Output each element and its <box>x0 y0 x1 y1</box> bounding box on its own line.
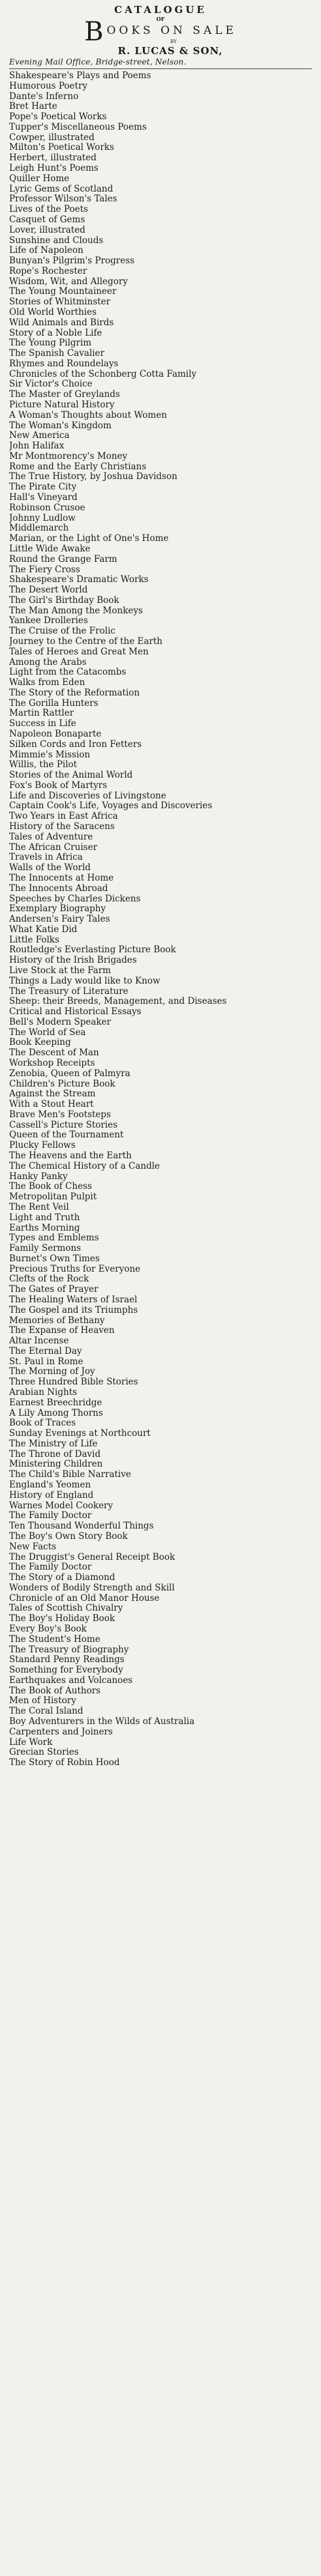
book-title: The Young Mountaineer <box>9 287 117 297</box>
header-divider <box>9 68 312 69</box>
book-title: Critical and Historical Essays <box>9 1007 142 1017</box>
book-title: Journey to the Centre of the Earth <box>9 636 162 647</box>
book-title: The Story of Robin Hood <box>9 1758 120 1768</box>
book-title: Chronicle of an Old Manor House <box>9 1593 160 1603</box>
book-title: Grecian Stories <box>9 1748 79 1758</box>
book-title: The Gospel and its Triumphs <box>9 1305 138 1315</box>
book-title: Family Sermons <box>9 1244 82 1254</box>
book-title: Cowper, illustrated <box>9 132 95 143</box>
book-title: Sheep: their Breeds, Management, and Diseases <box>9 997 227 1007</box>
book-title: Travels in Africa <box>9 853 83 863</box>
book-title: The Chemical History of a Candle <box>9 1161 160 1171</box>
book-title: The Boy's Holiday Book <box>9 1614 115 1624</box>
book-title: Lover, illustrated <box>9 225 85 235</box>
book-title: Walks from Eden <box>9 678 85 688</box>
book-title: Rome and the Early Christians <box>9 461 147 472</box>
book-title: Bret Harte <box>9 102 57 112</box>
book-title: Hall's Vineyard <box>9 493 78 503</box>
book-title: New Facts <box>9 1542 57 1552</box>
book-title: The Innocents Abroad <box>9 883 108 894</box>
book-title: The Healing Waters of Israel <box>9 1295 138 1305</box>
book-title: Precious Truths for Everyone <box>9 1264 141 1274</box>
book-title: Milton's Poetical Works <box>9 143 114 153</box>
book-title: The Desert World <box>9 585 88 596</box>
book-title: Herbert, illustrated <box>9 153 97 164</box>
book-title: Sir Victor's Choice <box>9 379 93 390</box>
book-title: The Innocents at Home <box>9 873 114 883</box>
book-title: The Morning of Joy <box>9 1367 95 1377</box>
book-title: Little Wide Awake <box>9 544 91 554</box>
book-title: Earths Morning <box>9 1223 80 1233</box>
books-on-sale-rest: OOKS ON SALE <box>106 24 237 37</box>
catalogue-title: CATALOGUE <box>114 4 207 16</box>
book-title: The Gorilla Hunters <box>9 698 99 709</box>
book-title: Old World Worthies <box>9 307 97 317</box>
book-title: St. Paul in Rome <box>9 1356 84 1367</box>
book-title: Story of a Noble Life <box>9 328 102 338</box>
book-title: The Druggist's General Receipt Book <box>9 1552 176 1562</box>
book-title: Live Stock at the Farm <box>9 965 111 976</box>
book-title: Memories of Bethany <box>9 1315 105 1326</box>
book-title: Zenobia, Queen of Palmyra <box>9 1068 130 1079</box>
book-title: Things a Lady would like to Know <box>9 976 160 986</box>
book-title: Two Years in East Africa <box>9 812 118 822</box>
seller-name: R. LUCAS & SON, <box>117 45 223 57</box>
book-title: Mimmie's Mission <box>9 750 91 760</box>
book-title: Bell's Modern Speaker <box>9 1017 112 1027</box>
book-title: Earthquakes and Volcanoes <box>9 1675 133 1686</box>
book-title: The Rent Veil <box>9 1202 69 1212</box>
book-title: The Student's Home <box>9 1634 100 1645</box>
book-title: Lives of the Poets <box>9 205 88 215</box>
book-title: Chronicles of the Schonberg Cotta Family <box>9 369 197 379</box>
book-title: The Gates of Prayer <box>9 1285 99 1295</box>
book-title: Burnet's Own Times <box>9 1253 100 1264</box>
book-title: Three Hundred Bible Stories <box>9 1377 138 1388</box>
book-title: Walls of the World <box>9 863 91 873</box>
book-title: The Spanish Cavalier <box>9 349 104 359</box>
book-title: Professor Wilson's Tales <box>9 194 117 205</box>
book-title: The Family Doctor <box>9 1562 92 1573</box>
book-title: Middlemarch <box>9 523 69 534</box>
book-title: Pope's Poetical Works <box>9 112 107 123</box>
book-title: Little Folks <box>9 935 59 945</box>
book-title: Shakespeare's Plays and Poems <box>9 71 151 81</box>
book-title: The Man Among the Monkeys <box>9 606 143 616</box>
book-title: England's Yeomen <box>9 1480 91 1491</box>
book-title: The Throne of David <box>9 1449 101 1459</box>
book-title: Sunshine and Clouds <box>9 235 104 246</box>
book-title: Book Keeping <box>9 1038 71 1048</box>
book-title: Light and Truth <box>9 1212 80 1223</box>
book-title: History of the Saracens <box>9 822 115 832</box>
book-title: The Treasury of Biography <box>9 1645 129 1655</box>
dropcap-letter: B <box>84 17 107 47</box>
book-title: Wisdom, Wit, and Allegory <box>9 276 128 287</box>
book-title: Napoleon Bonaparte <box>9 729 102 739</box>
book-title: Types and Emblems <box>9 1233 99 1244</box>
book-title: The Book of Chess <box>9 1182 92 1192</box>
book-title: The Young Pilgrim <box>9 338 92 349</box>
book-title: Wild Animals and Birds <box>9 317 114 328</box>
book-title: The Book of Authors <box>9 1686 101 1696</box>
book-title: Life Work <box>9 1737 53 1748</box>
book-title: The Eternal Day <box>9 1346 82 1356</box>
book-title: The Woman's Kingdom <box>9 420 112 431</box>
book-title: The Fiery Cross <box>9 564 80 575</box>
book-title: Life and Discoveries of Livingstone <box>9 791 166 801</box>
book-title: Clefts of the Rock <box>9 1274 89 1285</box>
book-title: Queen of the Tournament <box>9 1130 124 1141</box>
book-title: History of the Irish Brigades <box>9 956 137 966</box>
book-title: Sunday Evenings at Northcourt <box>9 1429 151 1439</box>
book-title: Fox's Book of Martyrs <box>9 780 108 791</box>
book-title: The Cruise of the Frolic <box>9 626 115 637</box>
book-title: The Story of the Reformation <box>9 688 140 698</box>
book-title: The Treasury of Literature <box>9 986 129 997</box>
book-title: Boy Adventurers in the Wilds of Australia <box>9 1717 195 1727</box>
book-title: Success in Life <box>9 719 76 729</box>
book-title: Dante's Inferno <box>9 91 79 102</box>
book-title: The Boy's Own Story Book <box>9 1531 128 1542</box>
book-title: The Pirate City <box>9 482 77 493</box>
book-title: The True History, by Joshua Davidson <box>9 472 177 482</box>
book-title: Carpenters and Joiners <box>9 1727 113 1737</box>
book-title: Robinson Crusoe <box>9 503 85 513</box>
book-title: The Expanse of Heaven <box>9 1326 115 1336</box>
catalogue-by: BY <box>170 39 177 44</box>
book-title: A Lily Among Thorns <box>9 1408 103 1418</box>
book-title: Standard Penny Readings <box>9 1655 125 1665</box>
book-title: Something for Everybody <box>9 1665 123 1676</box>
book-title: Leigh Hunt's Poems <box>9 164 99 174</box>
book-title: A Woman's Thoughts about Women <box>9 410 167 420</box>
book-title: Mr Montmorency's Money <box>9 451 128 461</box>
book-title: Men of History <box>9 1696 76 1706</box>
book-title: Workshop Receipts <box>9 1059 95 1068</box>
book-title: Quiller Home <box>9 173 70 184</box>
book-title: Against the Stream <box>9 1089 96 1100</box>
book-title: Cassell's Picture Stories <box>9 1120 118 1130</box>
book-title: Stories of the Animal World <box>9 770 133 781</box>
book-title: Yankee Drolleries <box>9 616 88 626</box>
book-title: Andersen's Fairy Tales <box>9 915 110 925</box>
book-title: Plucky Fellows <box>9 1141 76 1151</box>
book-title: Altar Incense <box>9 1336 69 1347</box>
book-list <box>9 71 312 1768</box>
book-title: Every Boy's Book <box>9 1624 87 1634</box>
book-title: Wonders of Bodily Strength and Skill <box>9 1583 175 1593</box>
book-title: Light from the Catacombs <box>9 667 127 678</box>
book-title: Routledge's Everlasting Picture Book <box>9 945 176 956</box>
book-title: Rhymes and Roundelays <box>9 359 119 369</box>
book-title: The Heavens and the Earth <box>9 1151 132 1162</box>
book-title: Ministering Children <box>9 1459 103 1470</box>
book-title: Round the Grange Farm <box>9 554 117 564</box>
book-title: Hanky Panky <box>9 1171 68 1182</box>
book-title: Metropolitan Pulpit <box>9 1192 97 1203</box>
book-title: Arabian Nights <box>9 1388 78 1398</box>
book-title: John Halifax <box>9 441 65 452</box>
book-title: The Girl's Birthday Book <box>9 595 119 606</box>
book-title: The Child's Bible Narrative <box>9 1470 131 1480</box>
book-title: Shakespeare's Dramatic Works <box>9 575 149 585</box>
book-title: Willis, the Pilot <box>9 760 78 770</box>
book-title: The Story of a Diamond <box>9 1573 115 1583</box>
book-title: Warnes Model Cookery <box>9 1500 114 1511</box>
catalogue-of: OF <box>156 16 165 22</box>
book-title: Tales of Heroes and Great Men <box>9 647 149 657</box>
book-title: Picture Natural History <box>9 400 115 410</box>
book-title: Stories of Whitminster <box>9 297 111 308</box>
book-title: Among the Arabs <box>9 657 87 667</box>
book-title: With a Stout Heart <box>9 1100 94 1110</box>
book-title: Captain Cook's Life, Voyages and Discoveries <box>9 801 213 812</box>
book-title: Marian, or the Light of One's Home <box>9 534 169 544</box>
book-title: Children's Picture Book <box>9 1079 115 1089</box>
book-title: The Master of Greylands <box>9 390 120 400</box>
book-title: Ten Thousand Wonderful Things <box>9 1521 154 1532</box>
book-title: History of England <box>9 1490 94 1500</box>
book-title: Earnest Breechridge <box>9 1398 102 1408</box>
book-title: Tales of Scottish Chivalry <box>9 1603 123 1614</box>
book-title: The Descent of Man <box>9 1048 99 1059</box>
book-title: Silken Cords and Iron Fetters <box>9 739 142 750</box>
book-title: The African Cruiser <box>9 842 98 853</box>
book-title: The Ministry of Life <box>9 1439 98 1449</box>
book-title: Humorous Poetry <box>9 81 88 91</box>
book-title: The World of Sea <box>9 1027 86 1038</box>
book-title: Martin Rattler <box>9 709 74 719</box>
book-title: Life of Napoleon <box>9 246 84 256</box>
book-title: Tupper's Miscellaneous Poems <box>9 122 147 132</box>
book-title: Book of Traces <box>9 1418 76 1429</box>
book-title: Tales of Adventure <box>9 832 93 842</box>
book-title: Bunyan's Pilgrim's Progress <box>9 256 135 267</box>
book-title: Rope's Rochester <box>9 266 87 276</box>
book-title: Lyric Gems of Scotland <box>9 184 114 194</box>
book-title: New America <box>9 431 70 441</box>
seller-address: Evening Mail Office, Bridge-street, Nelson. <box>9 57 187 66</box>
book-title: What Katie Did <box>9 924 78 935</box>
book-title: Johnny Ludlow <box>9 513 76 523</box>
book-title: Exemplary Biography <box>9 904 106 915</box>
book-title: Casquet of Gems <box>9 214 85 225</box>
book-title: The Family Doctor <box>9 1511 92 1521</box>
book-title: The Coral Island <box>9 1706 84 1717</box>
book-title: Brave Men's Footsteps <box>9 1109 111 1120</box>
book-title: Speeches by Charles Dickens <box>9 894 141 904</box>
